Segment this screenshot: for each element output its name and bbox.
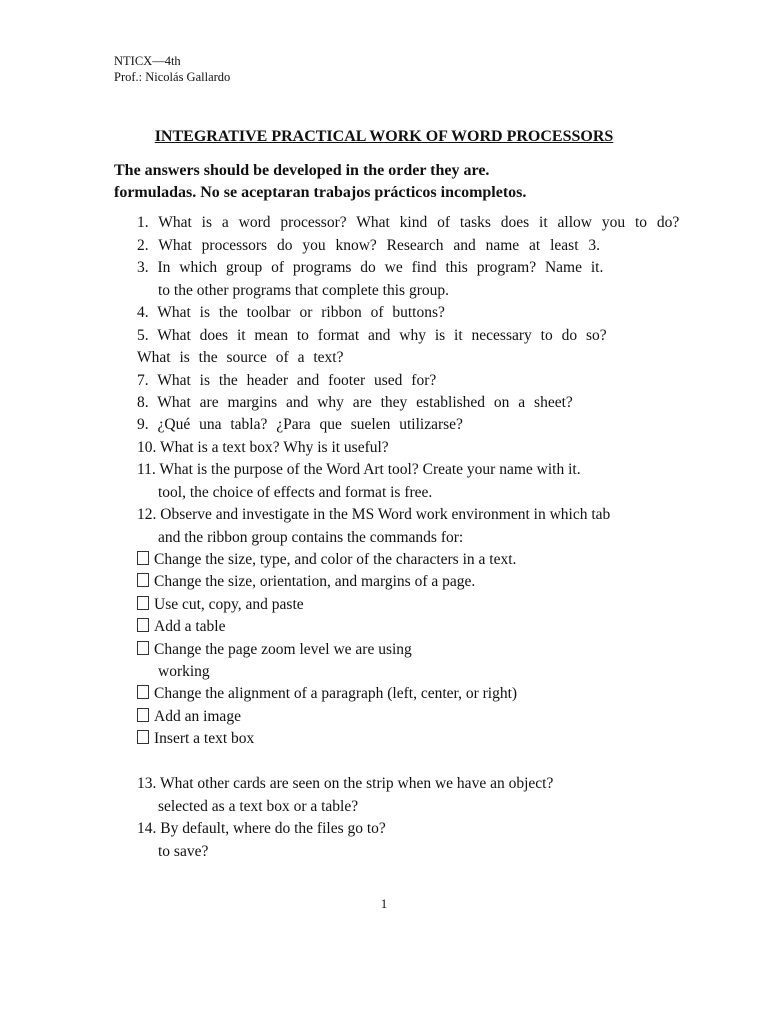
bullet-text-continued: working: [158, 663, 210, 680]
question-12: 12. Observe and investigate in the MS Word work environment in which tab: [137, 506, 611, 523]
question-13-continued: selected as a text box or a table?: [158, 798, 359, 815]
question-3: 3. In which group of programs do we find this program? Name it.: [137, 259, 604, 276]
instructions: [114, 160, 526, 204]
bullet-text: Change the size, orientation, and margins of a page.: [154, 573, 476, 590]
question-14: 14. By default, where do the files go to?: [137, 820, 386, 837]
document-title: INTEGRATIVE PRACTICAL WORK OF WORD PROCESSORS: [154, 128, 614, 145]
bullet-item: [137, 729, 254, 749]
question-2: 2. What processors do you know? Research and name at least 3.: [137, 237, 600, 254]
teacher-label: Prof.: Nicolás Gallardo: [114, 70, 231, 84]
question-12-continued: and the ribbon group contains the commands for:: [158, 529, 464, 546]
question-8: 8. What are margins and why are they established on a sheet?: [137, 394, 573, 411]
document-header: [114, 53, 230, 85]
bullet-text: Change the page zoom level we are using: [154, 641, 412, 658]
instructions-line-2: formuladas. No se aceptaran trabajos prácticos incompletos.: [114, 184, 527, 201]
bullet-item: [137, 684, 517, 704]
bullet-text: Add a table: [154, 618, 226, 635]
bullet-item: [137, 572, 475, 592]
checkbox-icon: [137, 730, 149, 744]
checkbox-icon: [137, 685, 149, 699]
bullet-item: [137, 550, 516, 570]
bullet-item: [137, 595, 304, 615]
question-14-continued: to save?: [158, 843, 209, 860]
bullet-text: Change the alignment of a paragraph (left, center, or right): [154, 685, 518, 702]
question-10: 10. What is a text box? Why is it useful?: [137, 439, 389, 456]
question-9: 9. ¿Qué una tabla? ¿Para que suelen utilizarse?: [137, 416, 463, 433]
bullet-text: Add an image: [154, 708, 241, 725]
question-1: 1. What is a word processor? What kind of tasks does it allow you to do?: [137, 214, 680, 231]
checkbox-icon: [137, 596, 149, 610]
question-3-continued: to the other programs that complete this group.: [158, 282, 449, 299]
bullet-item: [137, 707, 241, 727]
checkbox-icon: [137, 573, 149, 587]
question-13: 13. What other cards are seen on the strip when we have an object?: [137, 775, 554, 792]
question-6: What is the source of a text?: [137, 349, 344, 366]
checkbox-icon: [137, 641, 149, 655]
bullet-text: Change the size, type, and color of the characters in a text.: [154, 551, 517, 568]
instructions-line-1: The answers should be developed in the order they are.: [114, 162, 490, 179]
question-11-continued: tool, the choice of effects and format is free.: [158, 484, 433, 501]
bullet-item: [137, 617, 225, 637]
checkbox-icon: [137, 618, 149, 632]
bullet-text: Use cut, copy, and paste: [154, 596, 304, 613]
question-7: 7. What is the header and footer used for?: [137, 372, 437, 389]
checkbox-icon: [137, 551, 149, 565]
bullet-item: [137, 640, 412, 660]
page-number: 1: [380, 896, 388, 911]
bullet-text: Insert a text box: [154, 730, 255, 747]
question-5: 5. What does it mean to format and why is it necessary to do so?: [137, 327, 607, 344]
course-label: NTICX—4th: [114, 54, 181, 68]
checkbox-icon: [137, 708, 149, 722]
question-11: 11. What is the purpose of the Word Art tool? Create your name with it.: [137, 461, 581, 478]
question-4: 4. What is the toolbar or ribbon of buttons?: [137, 304, 445, 321]
